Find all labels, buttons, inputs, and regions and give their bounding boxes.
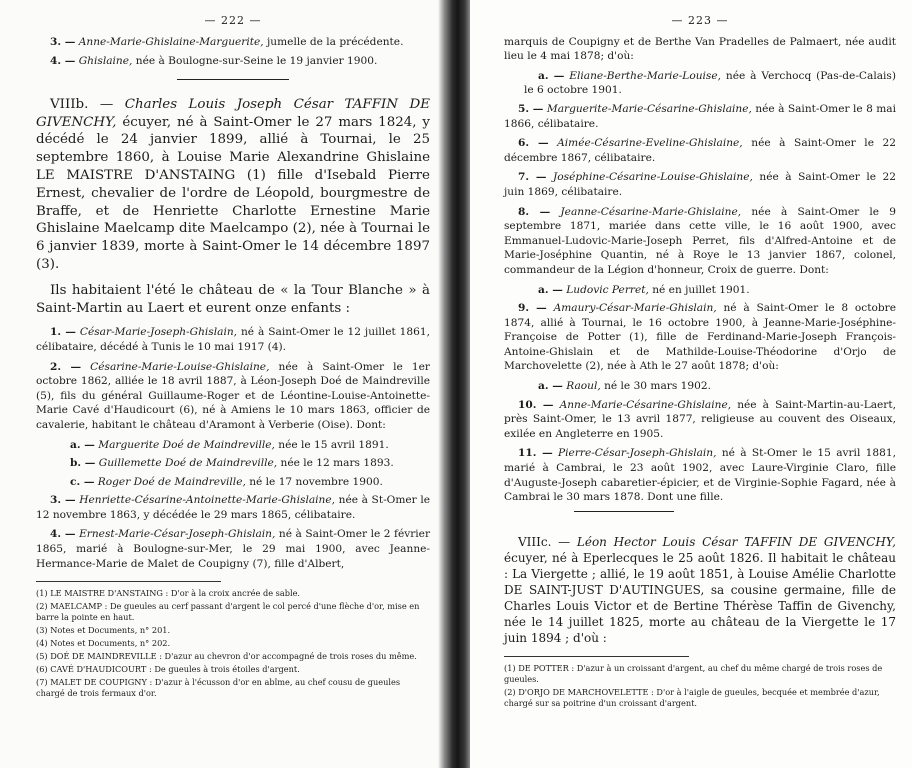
sub-list-item: c. — Roger Doé de Maindreville, né le 17 novembre 1900. <box>70 475 383 488</box>
list-item: 3. — Henriette-Césarine-Antoinette-Marie-Ghislaine, née à St-Omer le 12 novembre 1863, y décédée le 29 mars 1865, célibataire. <box>36 494 431 521</box>
sub-list-item: a. — Marguerite Doé de Maindreville, née le 15 avril 1891. <box>70 438 389 451</box>
list-item: 7. — Joséphine-Césarine-Louise-Ghislaine, née à Saint-Omer le 22 juin 1869, célibataire. <box>504 171 896 198</box>
list-item: 4. — Ghislaine, née à Boulogne-sur-Seine le 19 janvier 1900. <box>50 55 378 68</box>
footnote: (2) D'ORJO DE MARCHOVELETTE : D'or à l'aigle de gueules, becquée et membrée d'azur, chargé sur sa poitrine d'un croissant d'argent. <box>504 686 880 708</box>
footnote-divider <box>36 581 221 582</box>
footnotes-left <box>36 588 430 699</box>
list-item: 11. — Pierre-César-Joseph-Ghislain, né à St-Omer le 15 avril 1881, marié à Cambrai, le 23 août 1902, avec Laure-Virginie Claro, fille d'Auguste-Joseph cabaretier-épicier, et de Virginie-Sophie Fagard, née à Cambrai le 30 mars 1878. Dont une fille. <box>504 447 896 504</box>
footnote: (7) MALET DE COUPIGNY : D'azur à l'écusson d'or en abîme, au chef cousu de gueules chargé de trois fermaux d'or. <box>36 677 401 699</box>
footnote: (2) MAELCAMP : De gueules au cerf passant d'argent le col percé d'une flèche d'or, mise en barre la pointe en haut. <box>36 601 420 623</box>
footnote: (5) DOÉ DE MAINDREVILLE : D'azur au chevron d'or accompagné de trois roses du même. <box>36 651 417 662</box>
sub-list-item: b. — Guillemette Doé de Maindreville, née le 12 mars 1893. <box>70 457 394 470</box>
footnote-divider <box>504 656 689 657</box>
list-item: 5. — Marguerite-Marie-Césarine-Ghislaine, née à Saint-Omer le 8 mai 1866, célibataire. <box>504 102 896 130</box>
section-divider <box>177 79 289 80</box>
page-number-left: — 222 — <box>204 14 262 27</box>
entry-heading-viiic: VIIIc. — Léon Hector Louis César TAFFIN DE GIVENCHY, écuyer, né à Eperlecques le 25 août 1826. Il habitait le château : La Viergette ; allié, le 19 août 1851, à Louise Amélie Charlotte DE SAINT-JUST D'AUTINGUES, sa cousine germaine, fille de Charles Louis Victor et de Bertine Thérèse Taffin de Givenchy, née le 14 juillet 1825, morte au château de la Viergette le 17 juin 1894 ; d'où : <box>504 534 896 645</box>
list-item: 3. — Anne-Marie-Ghislaine-Marguerite, jumelle de la précédente. <box>50 35 404 48</box>
section-divider <box>574 511 674 512</box>
left-page <box>0 0 442 768</box>
sub-list-item: a. — Ludovic Perret, né en juillet 1901. <box>538 283 750 296</box>
intro-paragraph: Ils habitaient l'été le château de « la Tour Blanche » à Saint-Martin au Laert et eurent onze enfants : <box>36 282 430 316</box>
footnote: (3) Notes et Documents, n° 201. <box>36 625 171 636</box>
continuation-paragraph: marquis de Coupigny et de Berthe Van Pradelles de Palmaert, née audit lieu le 4 mai 1878; d'où: <box>504 35 896 63</box>
footnote: (1) LE MAISTRE D'ANSTAING : D'or à la croix ancrée de sable. <box>36 588 301 599</box>
list-item: 8. — Jeanne-Césarine-Marie-Ghislaine, née à Saint-Omer le 9 septembre 1871, mariée dans cette ville, le 16 août 1900, avec Emmanuel-Ludovic-Marie-Joseph Perret, fils d'Alfred-Antoine et de Marie-Joséphine Quantin, né à Roye le 13 janvier 1867, colonel, commandeur de la Légion d'honneur, Croix de guerre. Dont: <box>504 205 896 276</box>
entry-heading-viiib: VIIIb. — Charles Louis Joseph César TAFFIN DE GIVENCHY, écuyer, né à Saint-Omer le 27 mars 1824, y décédé le 24 janvier 1899, allié à Tournai, le 25 septembre 1860, à Louise Marie Alexandrine Ghislaine LE MAISTRE D'ANSTAING (1) fille d'Isebald Pierre Ernest, chevalier de l'ordre de Léopold, bourgmestre de Braffe, et de Henriette Charlotte Ernestine Marie Ghislaine Maelcamp dite Maelcampo (2), née à Tournai le 6 janvier 1839, morte à Saint-Omer le 14 décembre 1897 (3). <box>36 96 431 272</box>
sub-list-item: a. — Eliane-Berthe-Marie-Louise, née à Verchocq (Pas-de-Calais) le 6 octobre 1901. <box>524 69 896 97</box>
footnote: (4) Notes et Documents, n° 202. <box>36 638 171 649</box>
list-item: 1. — César-Marie-Joseph-Ghislain, né à Saint-Omer le 12 juillet 1861, célibataire, décédé à Tunis le 10 mai 1917 (4). <box>36 326 430 353</box>
list-item: 6. — Aimée-Césarine-Eveline-Ghislaine, née à Saint-Omer le 22 décembre 1867, célibataire. <box>504 137 897 164</box>
footnotes-right <box>504 663 896 709</box>
list-item: 2. — Césarine-Marie-Louise-Ghislaine, née à Saint-Omer le 1er octobre 1862, alliée le 18 avril 1887, à Léon-Joseph Doé de Maindreville (5), fils du général Guillaume-Roger et de Léontine-Louise-Antoinette-Marie Cavé d'Haudicourt (6), né à Amiens le 10 mars 1863, officier de cavalerie, habitant le château d'Aramont à Verberie (Oise). Dont: <box>36 360 430 431</box>
page-number-right: — 223 — <box>671 14 729 27</box>
sub-list-item: a. — Raoul, né le 30 mars 1902. <box>538 380 711 393</box>
list-item: 9. — Amaury-César-Marie-Ghislain, né à Saint-Omer le 8 octobre 1874, allié à Tournai, le 16 octobre 1900, à Jeanne-Marie-Joséphine-Françoise de Potter (1), fille de Ferdinand-Marie-Joseph François-Antoine-Ghislain et de Mathilde-Louise-Théodorine d'Orjo de Marchovelette (2), née à Ath le 27 août 1878; d'où: <box>504 302 896 373</box>
footnote: (6) CAVÉ D'HAUDICOURT : De gueules à trois étoiles d'argent. <box>36 664 300 675</box>
left-page-content <box>36 14 430 701</box>
list-item: 4. — Ernest-Marie-César-Joseph-Ghislain, né à Saint-Omer le 2 février 1865, marié à Boulogne-sur-Mer, le 29 mai 1900, avec Jeanne-Hermance-Marie de Malet de Coupigny (7), fille d'Albert, <box>36 528 431 570</box>
right-page <box>470 0 912 768</box>
right-page-content <box>504 14 896 711</box>
list-item: 10. — Anne-Marie-Césarine-Ghislaine, née à Saint-Martin-au-Laert, près Saint-Omer, le 13 avril 1877, religieuse au couvent des Oiseaux, exilée en Angleterre en 1905. <box>504 398 896 440</box>
footnote: (1) DE POTTER : D'azur à un croissant d'argent, au chef du même chargé de trois roses de gueules. <box>504 662 883 684</box>
book-gutter <box>438 0 474 768</box>
